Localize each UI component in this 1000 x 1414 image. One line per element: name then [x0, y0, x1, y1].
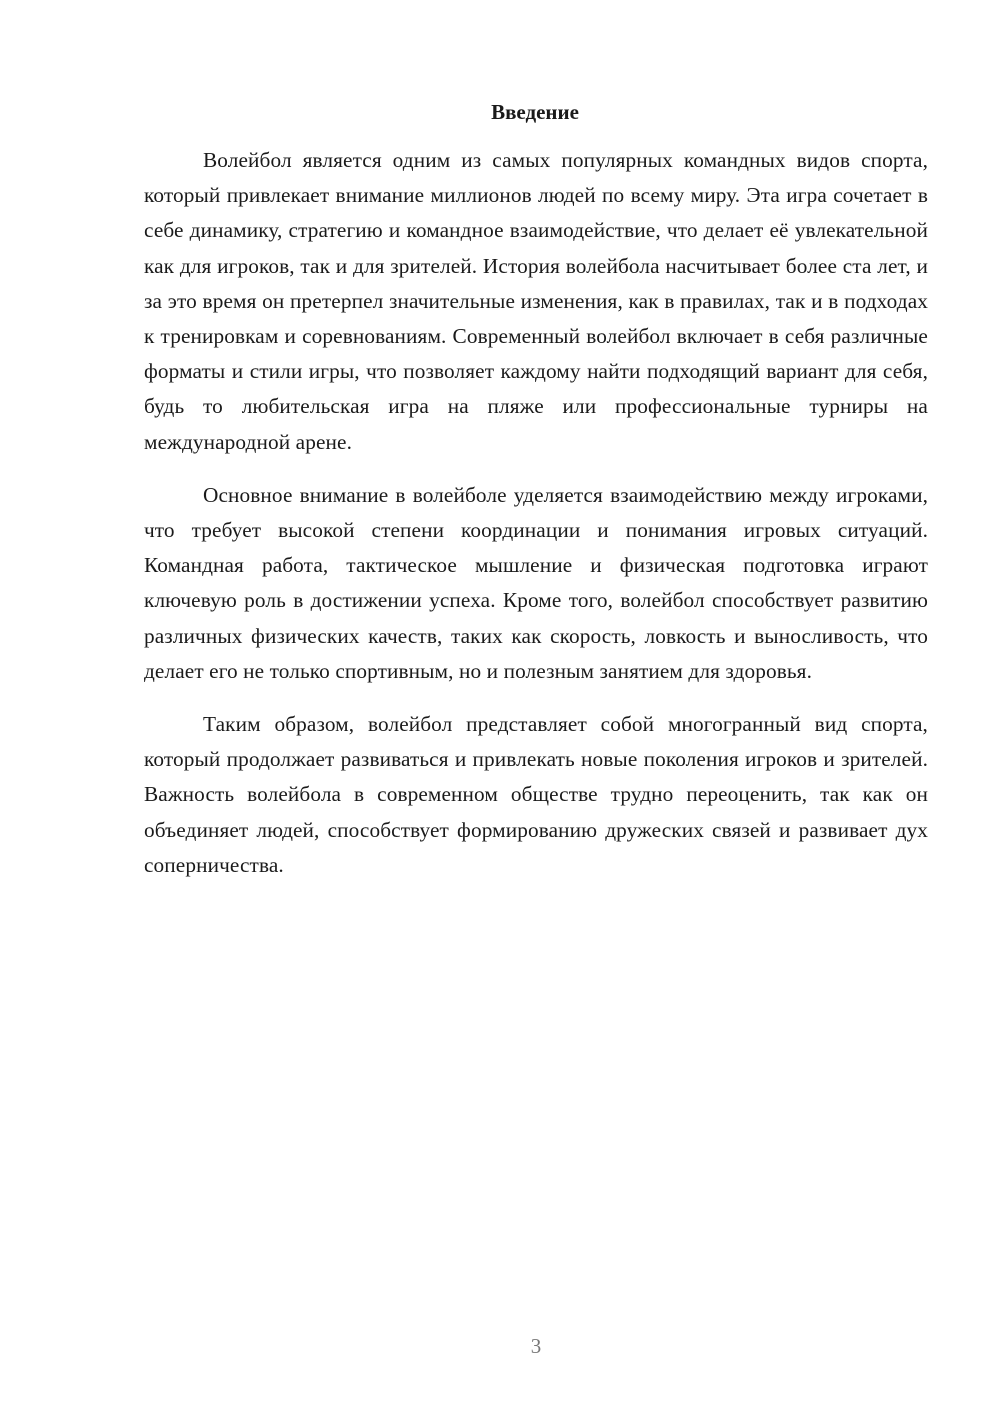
page-title: Введение [491, 100, 579, 124]
paragraph-1: Волейбол является одним из самых популярных командных видов спорта, который привлекает внимание миллионов людей по всему миру. Эта игра сочетает в себе динамику, стратегию и командное взаимодействие, что делает её увлекательной как для игроков, так и для зрителей. История волейбола насчитывает более ста лет, и за это время он претерпел значительные изменения, как в правилах, так и в подходах к тренировкам и соревнованиям. Современный волейбол включает в себя различные форматы и стили игры, что позволяет каждому найти подходящий вариант для себя, будь то любительская игра на пляже или профессиональные турниры на международной арене. [144, 148, 928, 454]
paragraph-3: Таким образом, волейбол представляет собой многогранный вид спорта, который продолжает развиваться и привлекать новые поколения игроков и зрителей. Важность волейбола в современном обществе трудно переоценить, так как он объединяет людей, способствует формированию дружеских связей и развивает дух соперничества. [144, 712, 928, 877]
document-body [144, 143, 928, 901]
page-number: 3 [530, 1334, 542, 1358]
paragraph-2: Основное внимание в волейболе уделяется взаимодействию между игроками, что требует высокой степени координации и понимания игровых ситуаций. Командная работа, тактическое мышление и физическая подготовка играют ключевую роль в достижении успеха. Кроме того, волейбол способствует развитию различных физических качеств, таких как скорость, ловкость и выносливость, что делает его не только спортивным, но и полезным занятием для здоровья. [144, 482, 928, 683]
